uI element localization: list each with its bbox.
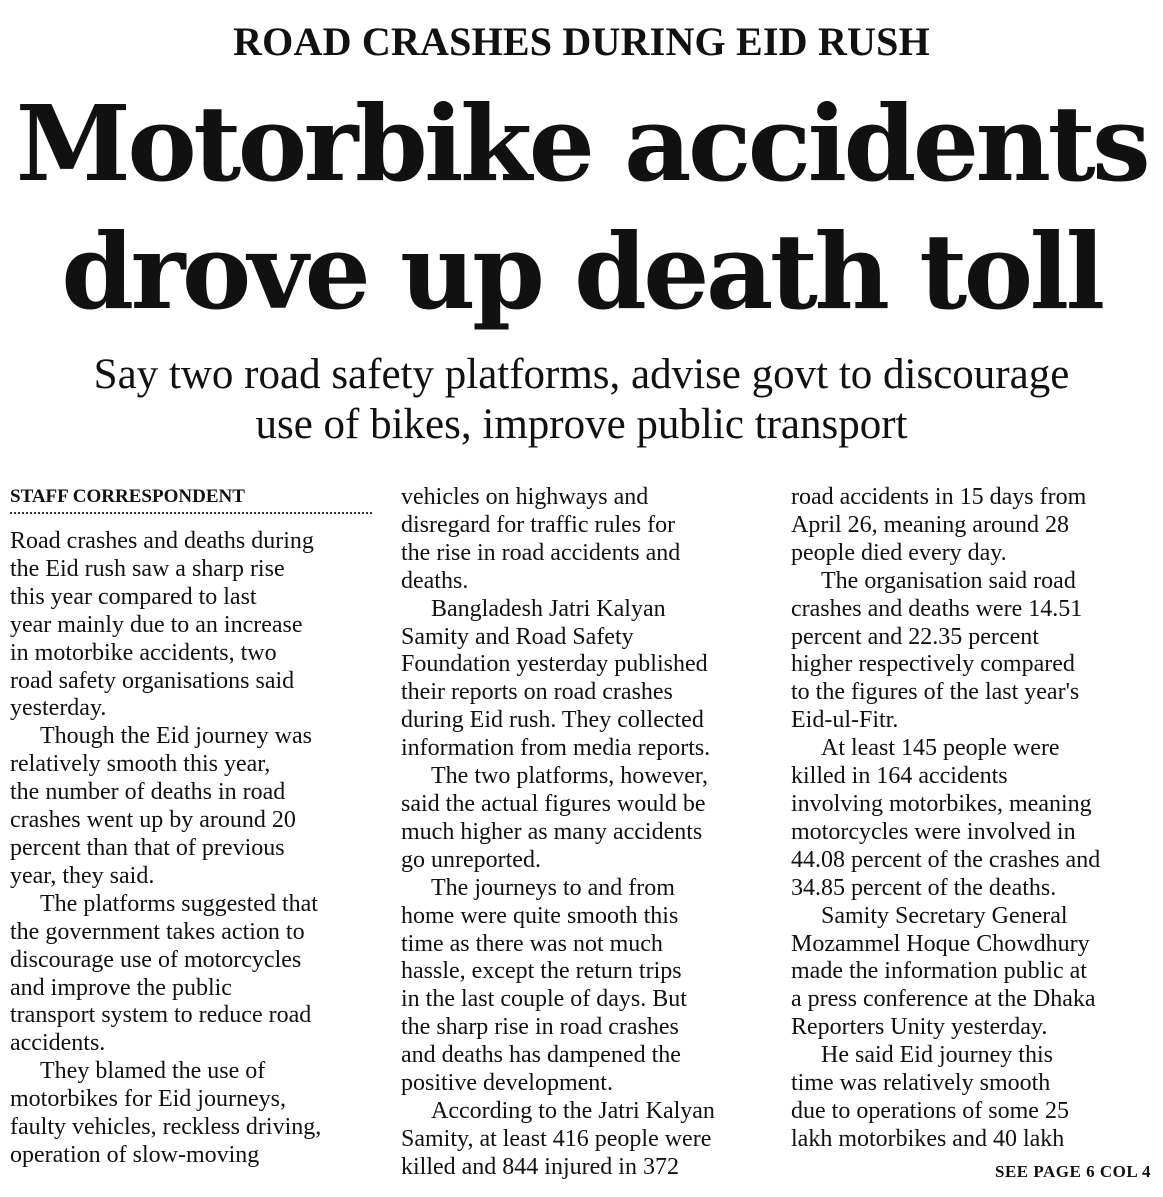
body-text-line: Road crashes and deaths during [10,528,314,554]
body-text-line: April 26, meaning around 28 [791,511,1069,538]
body-text-line: crashes and deaths were 14.51 [791,595,1083,622]
byline: STAFF CORRESPONDENT [10,484,372,514]
body-text-line: Foundation yesterday published [401,651,708,678]
body-text-line: motorcycles were involved in [791,818,1076,845]
body-text-line: They blamed the use of [40,1058,266,1085]
body-text-line: time was relatively smooth [791,1070,1051,1097]
body-text-line: disregard for traffic rules for [401,511,676,538]
headline [0,80,1163,336]
body-text-line: said the actual figures would be [401,790,706,817]
body-text-line: positive development. [401,1070,613,1097]
body-text-line: Bangladesh Jatri Kalyan [431,595,666,622]
body-text-line: to the figures of the last year's [791,679,1080,706]
body-text-line: this year compared to last [10,583,257,610]
body-text-line: 44.08 percent of the crashes and [791,846,1101,873]
body-text-line: in the last couple of days. But [401,986,687,1013]
kicker: ROAD CRASHES DURING EID RUSH [233,19,930,64]
body-text-line: home were quite smooth this [401,902,679,929]
body-text-line: Samity and Road Safety [401,623,634,650]
body-text-line: Samity Secretary General [821,902,1068,929]
body-text-line: He said Eid journey this [821,1042,1053,1069]
body-text-line: At least 145 people were [821,735,1060,762]
body-text-line: yesterday. [10,695,107,722]
body-text-line: road safety organisations said [10,667,295,694]
column-body [791,484,1163,1154]
body-text-line: people died every day. [791,539,1007,566]
body-text-line: 34.85 percent of the deaths. [791,874,1057,901]
article-column-1 [10,484,382,1170]
body-text-line: the sharp rise in road crashes [401,1014,679,1041]
body-text-line: vehicles on highways and [401,484,649,510]
body-text-line: Samity, at least 416 people were [401,1125,712,1152]
body-text-line: lakh motorbikes and 40 lakh [791,1125,1065,1152]
body-text-line: discourage use of motorcycles [10,946,302,973]
body-text-line: and improve the public [10,974,232,1001]
body-text-line: The journeys to and from [431,874,675,901]
column-body [401,484,773,1182]
body-text-line: higher respectively compared [791,651,1075,678]
headline-line-1: Motorbike accidents [15,82,1148,205]
body-text-line: involving motorbikes, meaning [791,790,1092,817]
body-text-line: the Eid rush saw a sharp rise [10,555,285,582]
body-text-line: the rise in road accidents and [401,539,681,566]
body-text-line: much higher as many accidents [401,818,703,845]
body-text-line: killed and 844 injured in 372 [401,1153,679,1180]
body-text-line: operation of slow-moving [10,1141,260,1168]
deck-line-1: Say two road safety platforms, advise govt to discourage [93,351,1070,398]
body-text-line: Eid-ul-Fitr. [791,707,899,734]
body-text-line: road accidents in 15 days from [791,484,1087,510]
body-text-line: a press conference at the Dhaka [791,986,1096,1013]
body-text-line: Reporters Unity yesterday. [791,1014,1048,1041]
body-text-line: time as there was not much [401,930,663,957]
body-text-line: year mainly due to an increase [10,611,303,638]
jump-line[interactable]: SEE PAGE 6 COL 4 [995,1162,1151,1181]
body-text-line: motorbikes for Eid journeys, [10,1086,286,1113]
body-text-line: percent and 22.35 percent [791,623,1039,650]
body-text-line: The organisation said road [821,567,1076,594]
body-text-line: due to operations of some 25 [791,1097,1069,1124]
body-text-line: hassle, except the return trips [401,958,682,985]
body-text-line: faulty vehicles, reckless driving, [10,1114,322,1141]
body-text-line: killed in 164 accidents [791,763,1008,790]
deck [0,350,1163,450]
column-body [10,528,382,1170]
body-text-line: go unreported. [401,846,541,873]
body-text-line: percent than that of previous [10,834,285,861]
body-text-line: information from media reports. [401,735,711,762]
body-text-line: Mozammel Hoque Chowdhury [791,930,1090,957]
deck-line-2: use of bikes, improve public transport [255,401,908,448]
body-text-line: the number of deaths in road [10,779,286,806]
article-column-2 [401,484,773,1182]
body-text-line: their reports on road crashes [401,679,673,706]
body-text-line: made the information public at [791,958,1087,985]
body-text-line: during Eid rush. They collected [401,707,704,734]
body-text-line: According to the Jatri Kalyan [431,1097,715,1124]
body-text-line: The platforms suggested that [40,890,318,917]
body-text-line: year, they said. [10,862,155,889]
body-text-line: The two platforms, however, [431,763,708,790]
body-text-line: Though the Eid journey was [40,723,312,750]
body-text-line: accidents. [10,1030,106,1057]
body-text-line: in motorbike accidents, two [10,639,277,666]
body-text-line: the government takes action to [10,918,305,945]
body-text-line: relatively smooth this year, [10,751,271,778]
body-text-line: and deaths has dampened the [401,1042,681,1069]
article-column-3 [791,484,1163,1154]
headline-line-2: drove up death toll [61,210,1102,333]
body-text-line: deaths. [401,567,469,594]
body-text-line: transport system to reduce road [10,1002,312,1029]
body-text-line: crashes went up by around 20 [10,807,296,834]
